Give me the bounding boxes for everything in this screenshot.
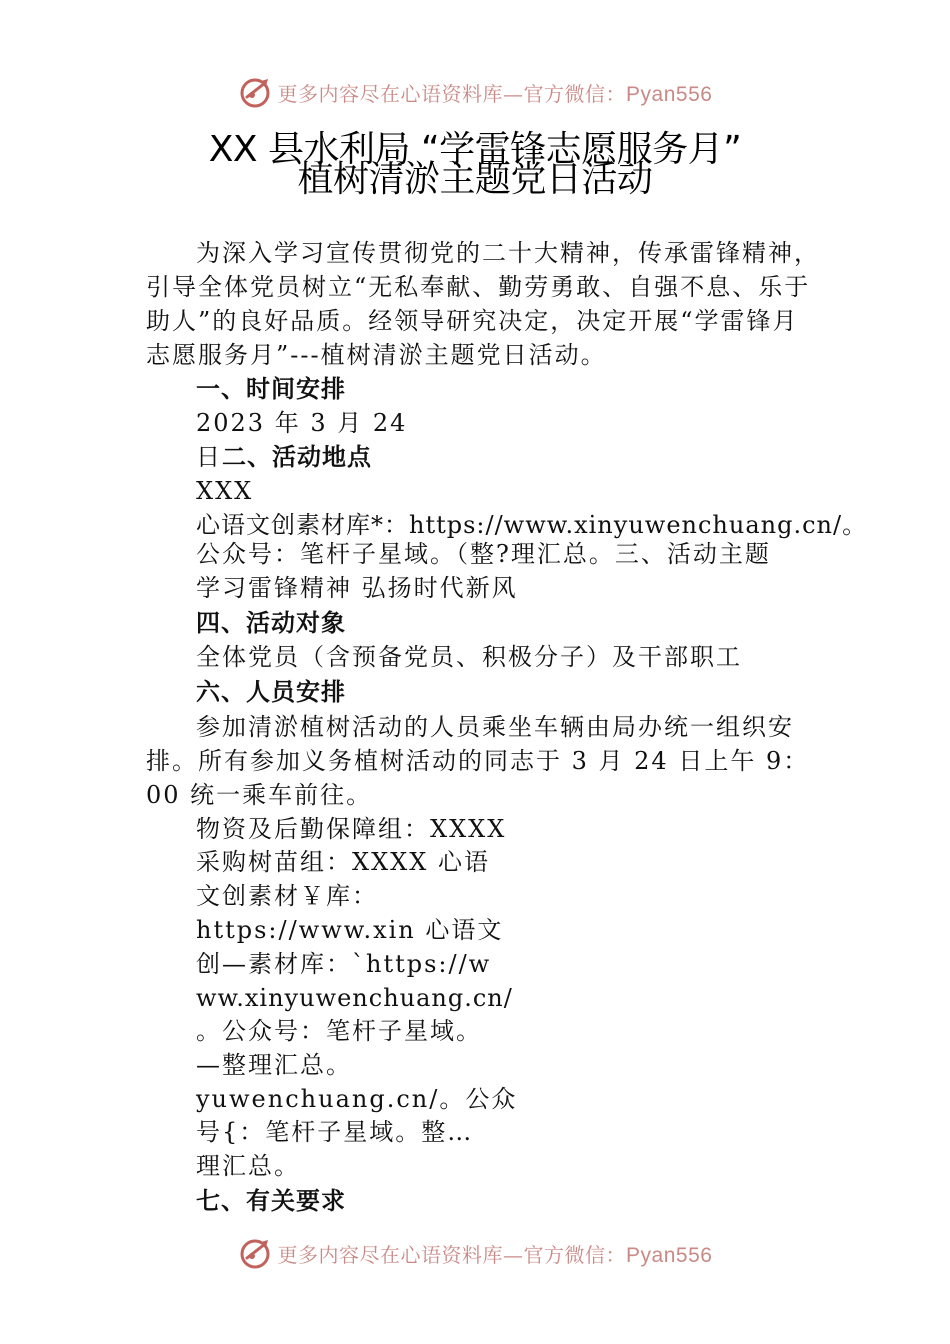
fragment-line-7: yuwenchuang.cn/。公众 [196, 1085, 518, 1113]
promo-line-2: 公众号：笔杆子星域。（整?理汇总。三、活动主题 [196, 540, 771, 568]
fragment-line-1: 文创素材￥库： [196, 882, 378, 910]
section-heading-time: 一、时间安排 [196, 375, 346, 403]
watermark-text: 更多内容尽在心语资料库—官方微信：Pyan556 [277, 1242, 713, 1267]
watermark-text: 更多内容尽在心语资料库—官方微信：Pyan556 [277, 81, 713, 106]
section-heading-requirements: 七、有关要求 [196, 1187, 346, 1215]
fragment-line-8: 号{：笔杆子星域。整… [196, 1118, 474, 1146]
arrangement-line-2: 排。所有参加义务植树活动的同志于 3 月 24 日上午 9： [146, 747, 810, 775]
fragment-line-3: 创—素材库：`https://w [196, 950, 492, 978]
date-and-place-heading-line [196, 440, 372, 474]
watermark-handle: Pyan556 [626, 82, 713, 106]
event-target: 全体党员（含预备党员、积极分子）及干部职工 [196, 643, 742, 671]
fragment-line-2: https://www.xin 心语文 [196, 916, 504, 944]
event-date-day: 日 [196, 443, 222, 471]
fragment-line-5: 。公众号：笔杆子星域。 [196, 1017, 482, 1045]
watermark-logo-icon [238, 1236, 272, 1270]
event-place: XXX [196, 477, 254, 505]
fragment-line-6: —整理汇总。 [196, 1051, 352, 1079]
intro-line-1: 为深入学习宣传贯彻党的二十大精神，传承雷锋精神， [196, 239, 820, 267]
event-theme: 学习雷锋精神 弘扬时代新风 [196, 574, 518, 602]
section-heading-staff: 六、人员安排 [196, 678, 346, 706]
watermark-logo-icon [238, 75, 272, 109]
group-seedlings: 采购树苗组：XXXX 心语 [196, 848, 490, 876]
watermark-handle: Pyan556 [626, 1243, 713, 1267]
section-heading-place: 二、活动地点 [222, 443, 372, 471]
intro-line-2: 引导全体党员树立“无私奉献、勤劳勇敢、自强不息、乐于 [146, 273, 811, 301]
fragment-line-9: 理汇总。 [196, 1152, 300, 1180]
group-logistics: 物资及后勤保障组：XXXX [196, 815, 507, 843]
intro-line-3: 助人”的良好品质。经领导研究决定，决定开展“学雷锋月 [146, 307, 799, 335]
intro-line-4: 志愿服务月”---植树清淤主题党日活动。 [146, 341, 607, 369]
fragment-line-4: ww.xinyuwenchuang.cn/ [196, 984, 513, 1012]
document-title-line-1: XX 县水利局 “学雷锋志愿服务月” [208, 129, 742, 170]
arrangement-line-1: 参加清淤植树活动的人员乘坐车辆由局办统一组织安 [196, 713, 794, 741]
watermark-banner-top [0, 72, 950, 112]
section-heading-target: 四、活动对象 [196, 609, 346, 637]
document-title-line-2: 植树清淤主题党日活动 [297, 159, 653, 200]
arrangement-line-3: 00 统一乘车前往。 [146, 781, 373, 809]
promo-line-1: 心语文创素材库*：https://www.xinyuwenchuang.cn/。 [196, 511, 868, 539]
watermark-banner-bottom [0, 1233, 950, 1273]
event-date: 2023 年 3 月 24 [196, 409, 408, 437]
